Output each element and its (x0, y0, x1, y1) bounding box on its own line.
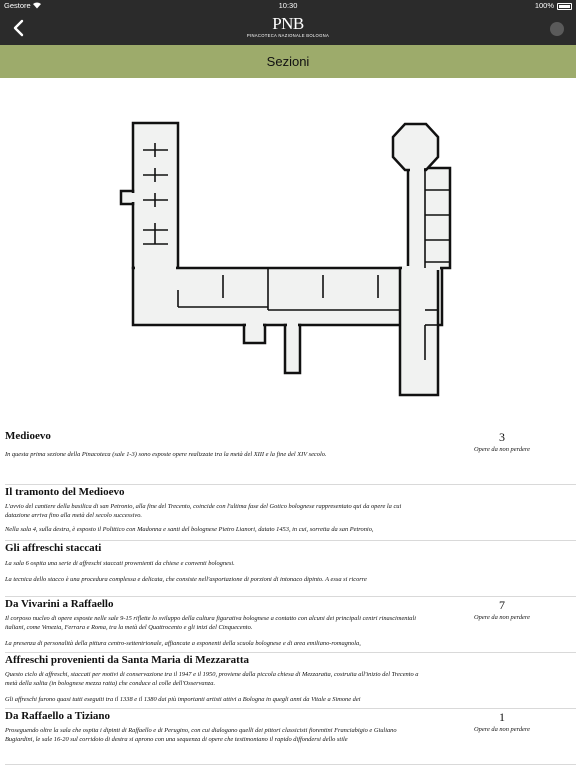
clock: 10:30 (278, 1, 298, 10)
section-title: Gli affreschi staccati (5, 542, 102, 554)
map-bottom-connector (285, 325, 300, 373)
map-bottom-bump (244, 325, 265, 343)
section-description: La tecnica dello stacco è una procedura complessa e delicata, che consiste nell'asportazione di porzioni di intonaco dipinto. A essa si ricorre (5, 576, 367, 583)
section-title: Da Vivarini a Raffaello (5, 598, 114, 610)
section-description: La presenza di personalità della pittura centro-settentrionale, affiancate a esponenti della scuola bolognese e di area emiliano-romagnola, (5, 640, 361, 647)
section-title: Medioevo (5, 430, 51, 442)
section-description: Gli affreschi furono quasi tutti eseguiti tra il 1338 e il 1380 dai più importanti artisti attivi a Bologna in quegli anni da Vitale a Simone dei (5, 696, 361, 703)
section-description: Proseguendo oltre la sala che ospita i dipinti di Raffaello e di Perugino, con cui dialogano quelli dei pittori classicisti fiorentini Franciabigio e Giuliano Bugiardini, le sale 16-20 sul corridoio di destra si aprono con una sequenza di opere che testimoniano il rapido diffondersi dello stile (5, 727, 397, 743)
works-count-label: Opere da non perdere (474, 614, 530, 621)
status-bar (0, 0, 576, 12)
museum-logo (0, 15, 576, 39)
info-icon[interactable] (550, 22, 564, 36)
works-count: 1 (499, 710, 505, 724)
works-count: 7 (499, 598, 505, 612)
logo-mark: PNB (272, 14, 304, 33)
section-description: La sala 6 ospita una serie di affreschi staccati provenienti da chiese e conventi bolognesi. (5, 560, 235, 567)
battery-percent: 100% (534, 1, 554, 10)
section-row[interactable] (0, 486, 576, 542)
works-count: 3 (499, 430, 505, 444)
section-row[interactable] (0, 710, 576, 766)
row-divider (5, 708, 576, 709)
row-divider (5, 540, 576, 541)
works-count-label: Opere da non perdere (474, 726, 530, 733)
map-right-wing (408, 168, 450, 268)
row-divider (5, 484, 576, 485)
section-description: In questa prima sezione della Pinacoteca (sale 1-3) sono esposte opere realizzate tra la metà del XIII e la fine del XIV secolo. (5, 451, 327, 458)
logo-subtitle: PINACOTECA NAZIONALE BOLOGNA (246, 33, 330, 38)
section-description: Il corposo nucleo di opere esposte nelle sale 9-15 riflette lo sviluppo della cultura figurativa bolognese a contatto con alcuni dei principali centri rinascimentali italiani, come Venezia, Ferrara e Roma, tra la metà del Quattrocento e gli inizi del Cinquecento. (5, 615, 417, 631)
section-row[interactable] (0, 654, 576, 710)
map-octagon-room (393, 124, 438, 170)
section-bar (0, 45, 576, 78)
map-right-block (400, 268, 438, 395)
floor-plan-map[interactable] (0, 78, 576, 418)
section-title: Il tramonto del Medioevo (5, 486, 125, 498)
section-title: Da Raffaello a Tiziano (5, 710, 111, 722)
row-divider (5, 596, 576, 597)
section-row[interactable] (0, 430, 576, 486)
map-main-gallery (133, 268, 442, 325)
nav-bar (0, 12, 576, 45)
section-description: Nella sala 4, sulla destra, è esposto il Polittico con Madonna e santi del bolognese Pietro Lianori, datato 1453, in cui, sorretta da san Petronio, (5, 526, 374, 533)
section-title: Affreschi provenienti da Santa Maria di Mezzaratta (5, 654, 249, 666)
section-description: L'avvio del cantiere della basilica di san Petronio, alla fine del Trecento, coincide con l'ultima fase del Gotico bolognese rappresentato qui da opere la cui datazione arriva fino alla metà del secolo successivo. (5, 503, 402, 519)
battery-icon (557, 3, 572, 10)
row-divider (5, 652, 576, 653)
section-row[interactable] (0, 598, 576, 654)
carrier-label: Gestore (4, 1, 31, 10)
section-row[interactable] (0, 542, 576, 598)
section-description: Questo ciclo di affreschi, staccati per motivi di conservazione tra il 1947 e il 1950, proviene dalla piccola chiesa di Mezzaratta, costruita all'inizio del Trecento a metà della salita (in bolognese mezza ratta) che conduce al colle dell'Osservanza. (5, 671, 419, 687)
works-count-label: Opere da non perdere (474, 446, 530, 453)
row-divider (5, 764, 576, 765)
page-title: Sezioni (266, 54, 310, 69)
